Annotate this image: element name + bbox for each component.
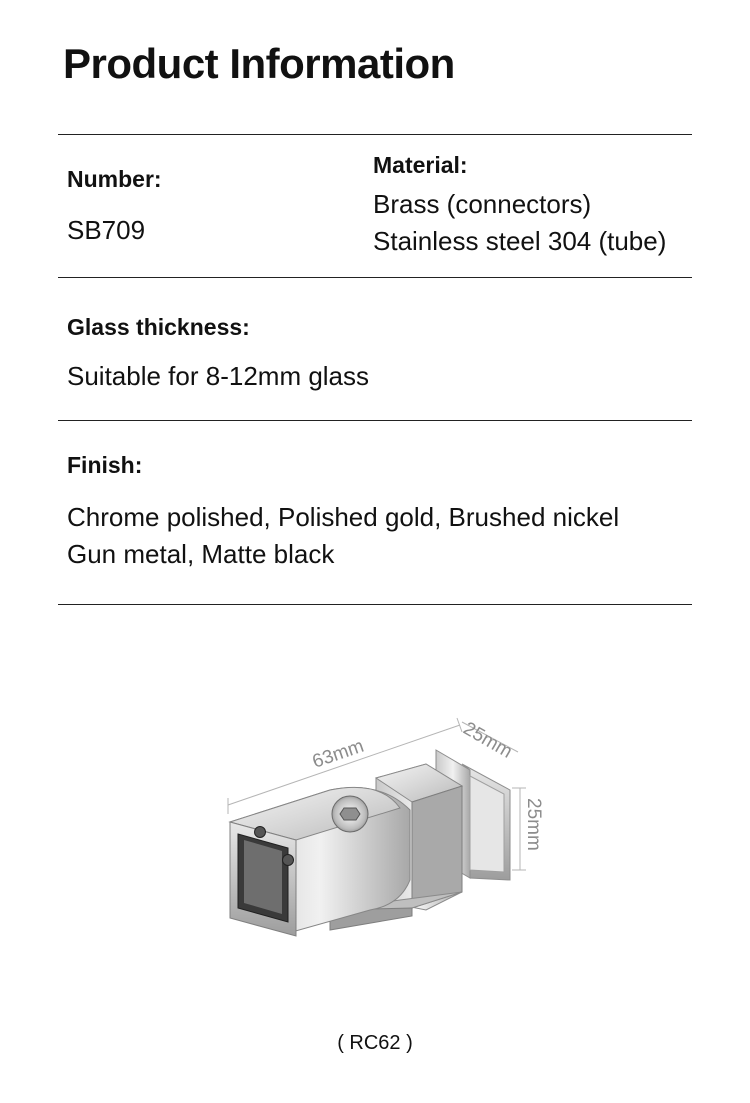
dimension-depth-label: 25mm: [459, 718, 516, 763]
finish-label: Finish:: [67, 452, 143, 478]
number-value: SB709: [67, 215, 146, 245]
page-title: Product Information: [63, 40, 455, 87]
divider-top: [58, 134, 692, 135]
finish-line-2: Gun metal, Matte black: [67, 539, 335, 569]
material-line-2: Stainless steel 304 (tube): [373, 226, 667, 256]
product-code-caption: ( RC62 ): [337, 1032, 413, 1054]
finish-line-1: Chrome polished, Polished gold, Brushed nickel: [67, 502, 620, 532]
glass-thickness-label: Glass thickness:: [67, 314, 250, 340]
material-label: Material:: [373, 152, 468, 178]
product-image: [200, 690, 570, 960]
divider-2: [58, 420, 692, 421]
material-line-1: Brass (connectors): [373, 189, 592, 219]
divider-3: [58, 604, 692, 605]
dimension-length-label: 63mm: [309, 735, 367, 773]
dimension-height-label: 25mm: [523, 798, 544, 851]
glass-thickness-value: Suitable for 8-12mm glass: [67, 361, 370, 391]
divider-1: [58, 277, 692, 278]
number-label: Number:: [67, 166, 162, 192]
